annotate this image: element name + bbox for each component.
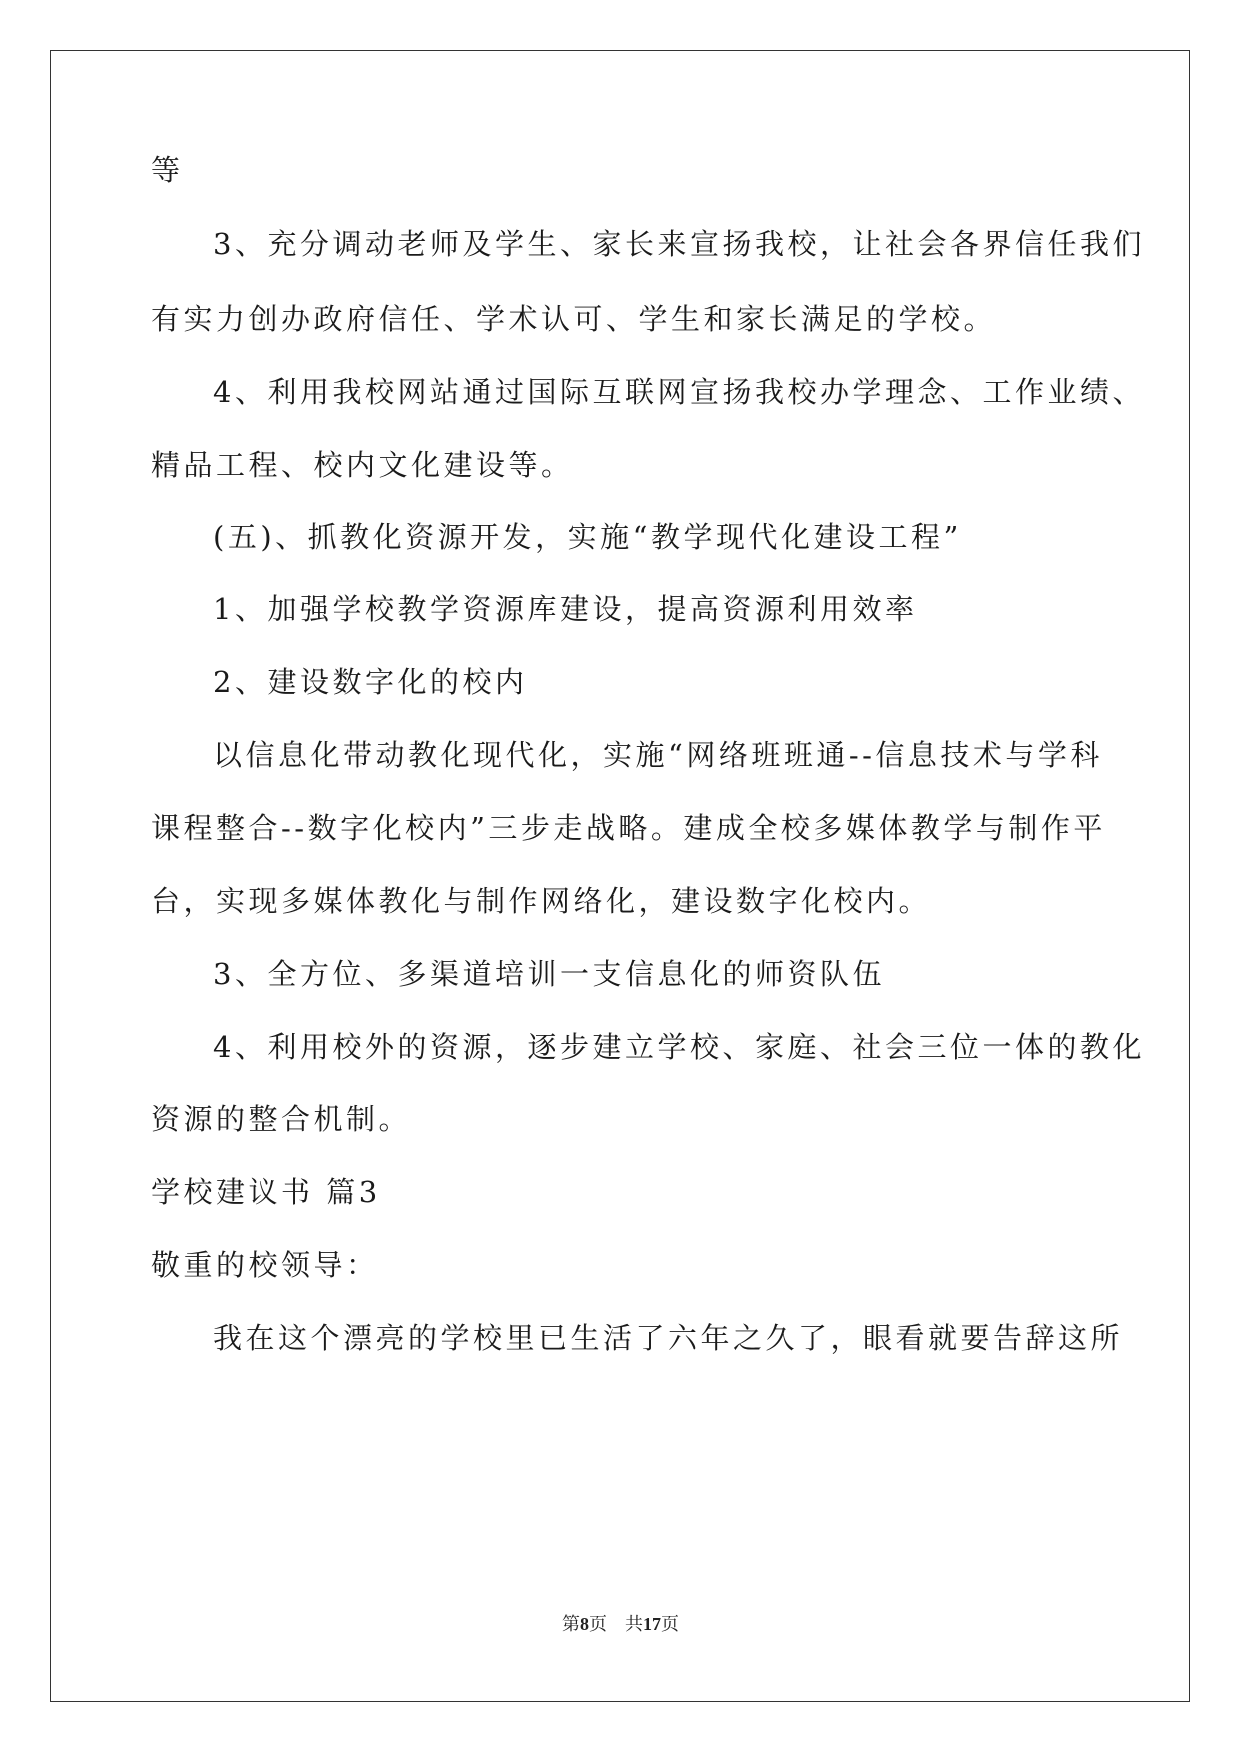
text-line-13: 4、利用校外的资源，逐步建立学校、家庭、社会三位一体的教化	[213, 1030, 1145, 1064]
text-line-11: 台，实现多媒体教化与制作网络化，建设数字化校内。	[151, 884, 932, 918]
text-line-2: 3、充分调动老师及学生、家长来宣扬我校，让社会各界信任我们	[213, 227, 1145, 261]
salutation: 敬重的校领导：	[151, 1248, 379, 1282]
page-suffix: 页	[589, 1614, 607, 1634]
article-title: 学校建议书 篇3	[151, 1175, 381, 1209]
page-border	[50, 50, 1190, 1702]
total-pages: 17	[643, 1614, 661, 1634]
text-line-1: 等	[151, 153, 184, 187]
text-line-14: 资源的整合机制。	[151, 1102, 412, 1136]
total-suffix: 页	[661, 1614, 679, 1634]
text-line-3: 有实力创办政府信任、学术认可、学生和家长满足的学校。	[151, 302, 997, 336]
text-line-12: 3、全方位、多渠道培训一支信息化的师资队伍	[213, 957, 885, 991]
page-number: 8	[580, 1614, 589, 1634]
text-line-17: 我在这个漂亮的学校里已生活了六年之久了，眼看就要告辞这所	[213, 1321, 1124, 1355]
total-prefix: 共	[625, 1614, 643, 1634]
page-footer	[0, 1612, 1241, 1636]
text-line-4: 4、利用我校网站通过国际互联网宣扬我校办学理念、工作业绩、	[213, 375, 1145, 409]
page-prefix: 第	[562, 1614, 580, 1634]
section-heading-5: (五)、抓教化资源开发，实施“教学现代化建设工程”	[213, 520, 962, 554]
text-line-8: 2、建设数字化的校内	[213, 665, 528, 699]
text-line-5: 精品工程、校内文化建设等。	[151, 448, 574, 482]
text-line-9: 以信息化带动教化现代化，实施“网络班班通--信息技术与学科	[213, 738, 1103, 772]
text-line-10: 课程整合--数字化校内”三步走战略。建成全校多媒体教学与制作平	[151, 811, 1106, 845]
text-line-7: 1、加强学校教学资源库建设，提高资源利用效率	[213, 592, 918, 626]
